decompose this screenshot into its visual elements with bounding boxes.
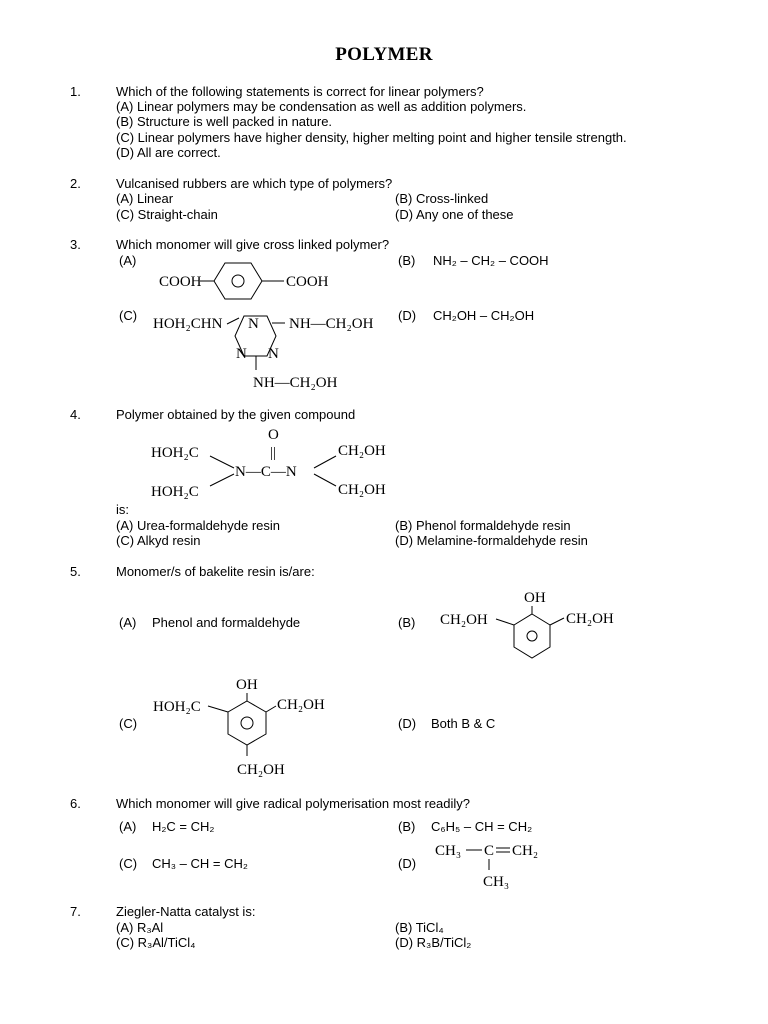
question-5-label-c: (C)	[119, 716, 138, 731]
structure-label: CH₃	[483, 874, 510, 890]
question-3-label-a: (A)	[119, 253, 137, 268]
ring-atom: N	[236, 346, 247, 362]
question-6-label-a: (A)	[119, 819, 137, 834]
terephthalic-acid-structure	[150, 258, 350, 304]
question-4-option-b: (B) Phenol formaldehyde resin	[395, 518, 571, 533]
structure-label: OH	[524, 590, 546, 606]
structure-label: COOH	[286, 274, 329, 290]
question-1-option-c: (C) Linear polymers have higher density, higher melting point and higher tensile strength.	[116, 130, 627, 145]
bond	[496, 619, 514, 625]
benzene-ring	[228, 701, 266, 745]
bond	[550, 618, 564, 625]
question-1-text: Which of the following statements is correct for linear polymers?	[116, 84, 484, 99]
question-4-number: 4.	[70, 407, 81, 422]
question-1-option-a: (A) Linear polymers may be condensation as well as addition polymers.	[116, 99, 527, 114]
structure-label: CH₂OH	[440, 612, 488, 628]
question-6-label-d: (D)	[398, 856, 417, 871]
structure-label: NH—CH₂OH	[289, 316, 374, 332]
aromatic-circle	[241, 717, 253, 729]
structure-label: HOH₂C	[151, 445, 199, 461]
question-3-option-d: CH₂OH – CH₂OH	[433, 308, 535, 323]
structure-label: HOH₂C	[153, 699, 201, 715]
question-1-number: 1.	[70, 84, 81, 99]
question-3-label-b: (B)	[398, 253, 416, 268]
question-6-label-b: (B)	[398, 819, 416, 834]
question-7-number: 7.	[70, 904, 81, 919]
benzene-ring	[214, 263, 262, 299]
question-4-option-d: (D) Melamine-formaldehyde resin	[395, 533, 588, 548]
structure-label: CH₂OH	[338, 443, 386, 459]
question-4-option-a: (A) Urea-formaldehyde resin	[116, 518, 281, 533]
benzene-ring	[514, 614, 550, 658]
question-4-text: Polymer obtained by the given compound	[116, 407, 356, 422]
structure-label: CH₂OH	[237, 762, 285, 778]
structure-label: CH₂OH	[277, 697, 325, 713]
bond	[210, 456, 234, 468]
trimethylol-phenol-structure	[150, 674, 370, 784]
question-1-option-b: (B) Structure is well packed in nature.	[116, 114, 333, 129]
question-6-number: 6.	[70, 796, 81, 811]
question-2-option-d: (D) Any one of these	[395, 207, 514, 222]
bond	[208, 706, 228, 712]
question-3-number: 3.	[70, 237, 81, 252]
question-2-option-b: (B) Cross-linked	[395, 191, 489, 206]
question-7-option-a: (A) R₃Al	[116, 920, 164, 935]
structure-label: C	[484, 843, 495, 859]
question-5-text: Monomer/s of bakelite resin is/are:	[116, 564, 315, 579]
page-title: POLYMER	[335, 44, 433, 65]
question-3-label-d: (D)	[398, 308, 417, 323]
question-6-label-c: (C)	[119, 856, 138, 871]
bond	[266, 706, 276, 712]
melamine-derivative-structure	[148, 306, 388, 396]
aromatic-circle	[527, 631, 537, 641]
question-6-text: Which monomer will give radical polymerisation most readily?	[116, 796, 471, 811]
structure-label: CH₂OH	[338, 482, 386, 498]
structure-label: ||	[270, 445, 277, 461]
question-5-option-a: Phenol and formaldehyde	[152, 615, 301, 630]
structure-label: O	[268, 427, 279, 443]
bond	[314, 474, 336, 486]
aromatic-circle	[232, 275, 244, 287]
dimethylol-urea-structure	[148, 424, 408, 504]
bond	[314, 456, 336, 468]
question-6-option-a: H₂C = CH₂	[152, 819, 215, 834]
question-6-option-b: C₆H₅ – CH = CH₂	[431, 819, 533, 834]
question-2-text: Vulcanised rubbers are which type of polymers?	[116, 176, 393, 191]
question-2-number: 2.	[70, 176, 81, 191]
question-3-option-b: NH₂ – CH₂ – COOH	[433, 253, 549, 268]
dimethylol-phenol-structure	[436, 586, 636, 666]
question-3-text: Which monomer will give cross linked polymer?	[116, 237, 390, 252]
question-2-option-c: (C) Straight-chain	[116, 207, 218, 222]
isobutylene-structure	[430, 836, 590, 892]
ring-atom: N	[268, 346, 279, 362]
bond	[210, 474, 234, 486]
question-3-label-c: (C)	[119, 308, 138, 323]
question-2-option-a: (A) Linear	[116, 191, 174, 206]
structure-label: COOH	[159, 274, 202, 290]
question-1-option-d: (D) All are correct.	[116, 145, 221, 160]
question-5-option-d: Both B & C	[431, 716, 496, 731]
question-4-suffix: is:	[116, 502, 129, 517]
structure-label: OH	[236, 677, 258, 693]
structure-label: NH—CH₂OH	[253, 375, 338, 391]
question-7-text: Ziegler-Natta catalyst is:	[116, 904, 256, 919]
question-4-option-c: (C) Alkyd resin	[116, 533, 201, 548]
ring-atom: N	[248, 316, 259, 332]
structure-label: N—C—N	[235, 464, 297, 480]
question-5-label-b: (B)	[398, 615, 416, 630]
question-7-option-b: (B) TiCl₄	[395, 920, 444, 935]
question-6-option-c: CH₃ – CH = CH₂	[152, 856, 248, 871]
question-7-option-d: (D) R₃B/TiCl₂	[395, 935, 472, 950]
structure-label: CH₂OH	[566, 611, 614, 627]
structure-label: CH₃	[435, 843, 462, 859]
question-5-label-a: (A)	[119, 615, 137, 630]
structure-label: HOH₂CHN	[153, 316, 223, 332]
structure-label: CH₂	[512, 843, 539, 859]
question-5-number: 5.	[70, 564, 81, 579]
structure-label: HOH₂C	[151, 484, 199, 500]
bond	[227, 318, 239, 324]
question-5-label-d: (D)	[398, 716, 417, 731]
question-7-option-c: (C) R₃Al/TiCl₄	[116, 935, 196, 950]
